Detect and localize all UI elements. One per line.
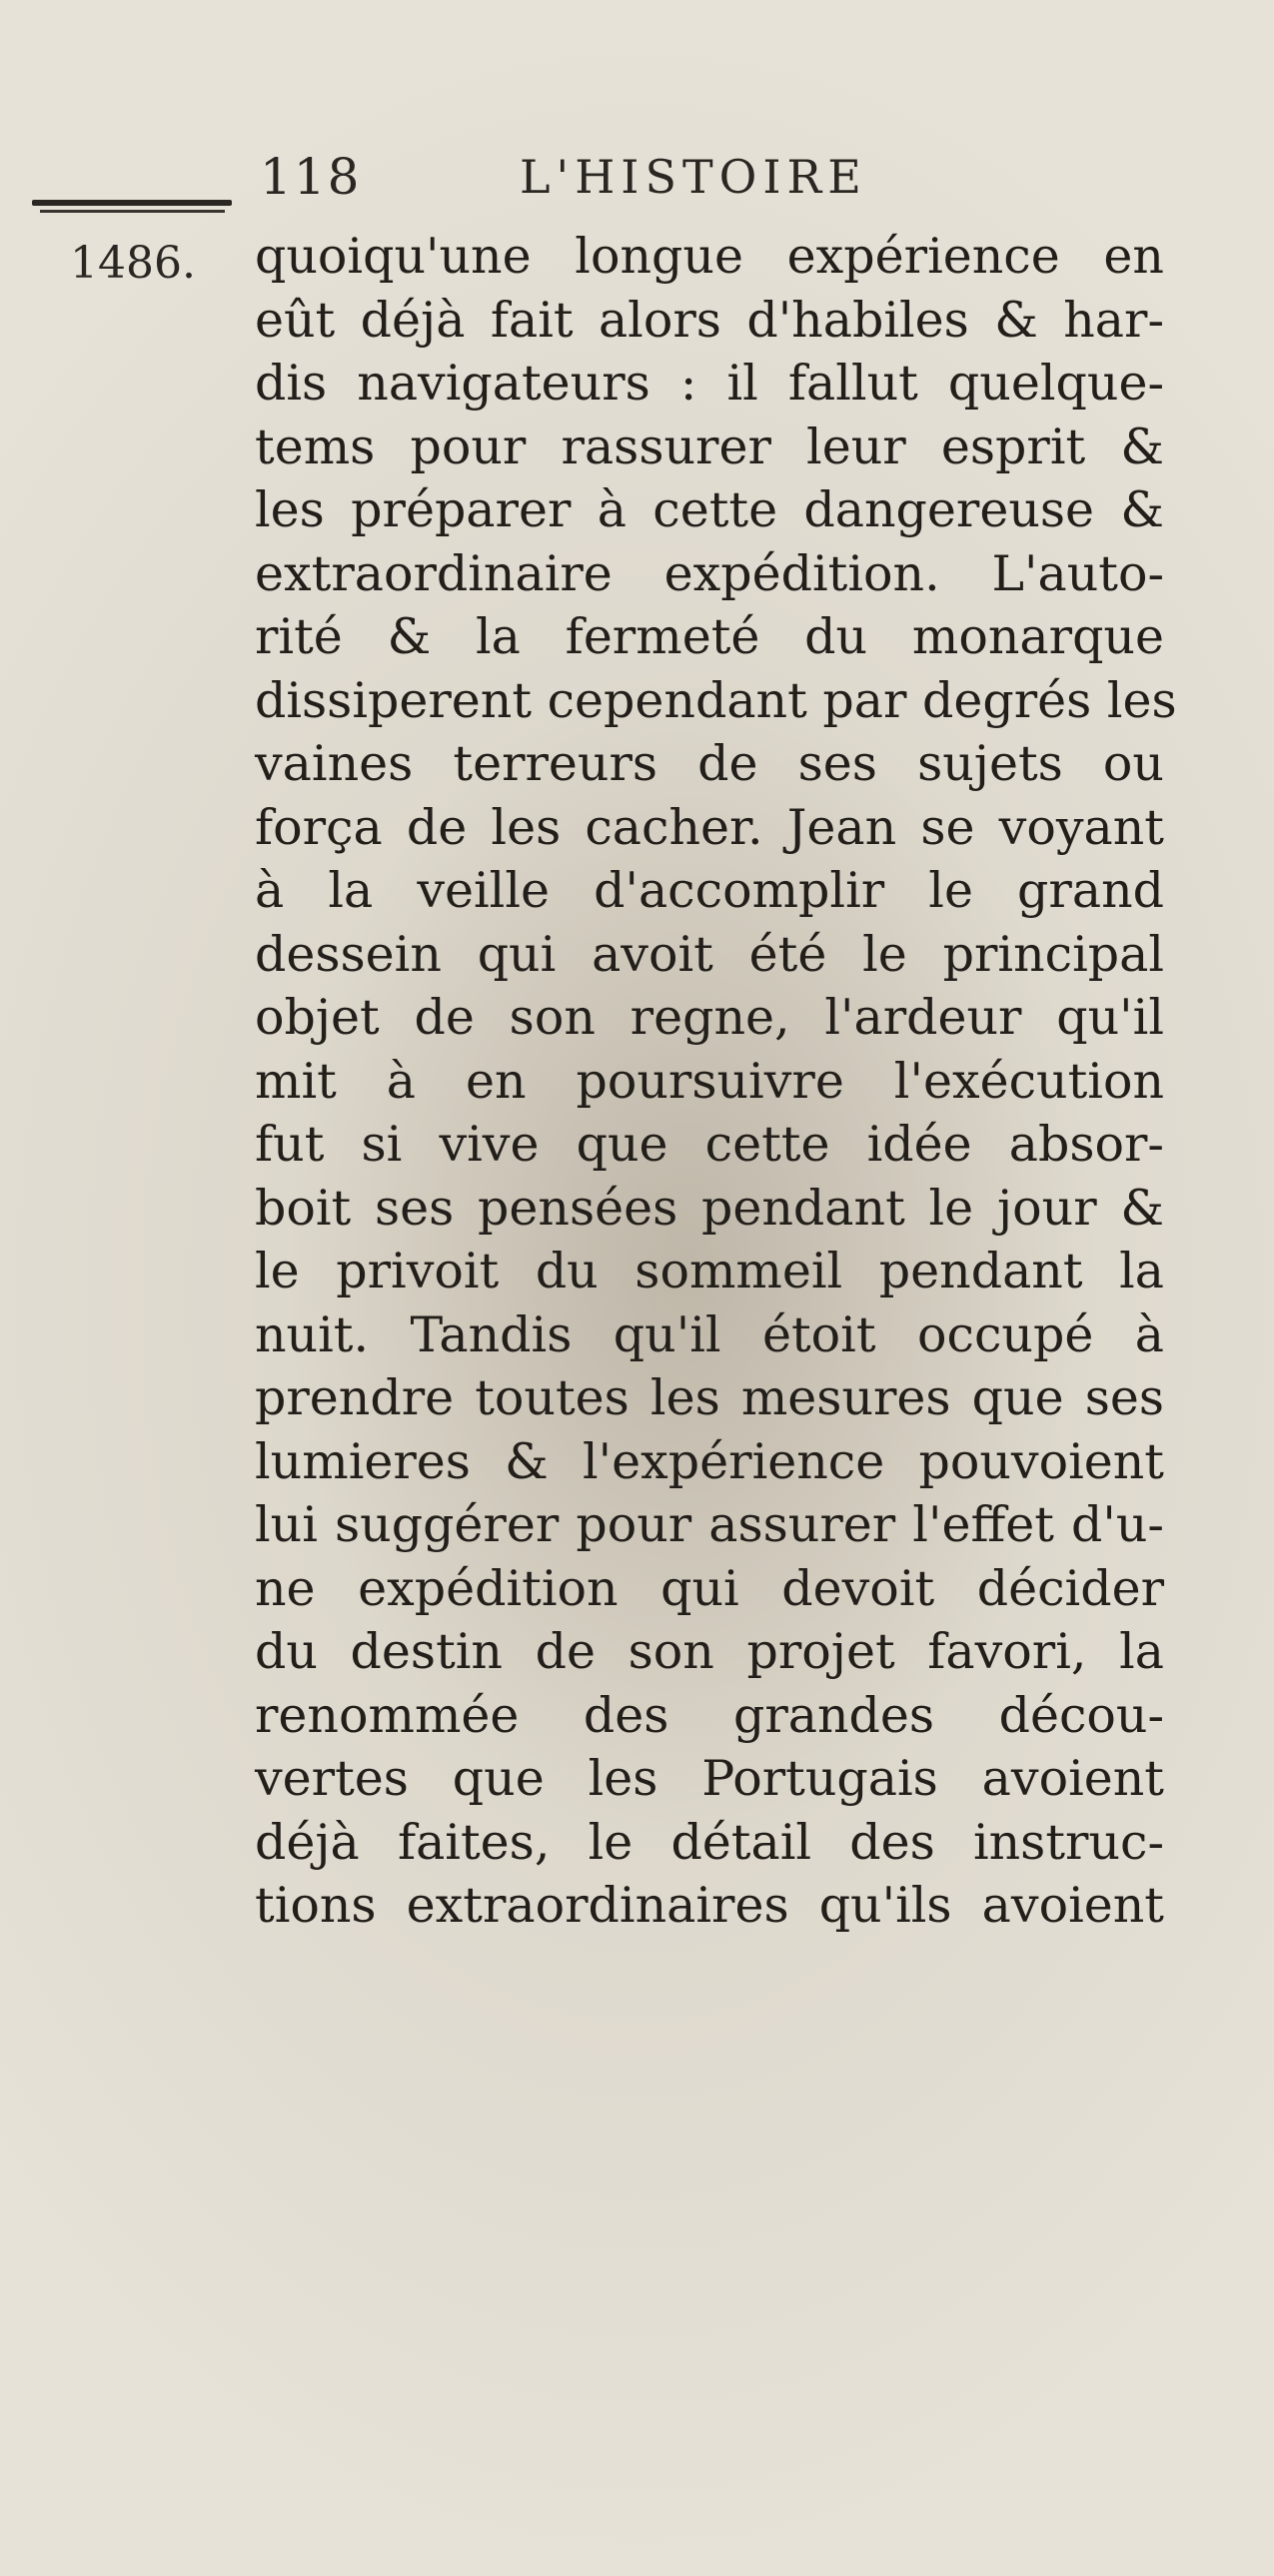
- text-line: dis navigateurs : il fallut quelque-: [255, 355, 1164, 412]
- text-line: nuit. Tandis qu'il étoit occupé à: [255, 1305, 1164, 1363]
- text-line: rité & la fermeté du monarque: [255, 608, 1164, 665]
- page-header: [0, 140, 1274, 220]
- header-rule-thin: [40, 210, 225, 213]
- text-line: tions extraordinaires qu'ils avoient: [255, 1877, 1164, 1934]
- header-rule: [32, 200, 232, 206]
- text-line: vertes que les Portugais avoient: [255, 1750, 1164, 1807]
- text-line: à la veille d'accomplir le grand: [255, 862, 1164, 919]
- text-line: lui suggérer pour assurer l'effet d'u-: [255, 1496, 1164, 1553]
- text-line: dessein qui avoit été le principal: [255, 925, 1164, 983]
- body-text: [255, 225, 1177, 1938]
- text-line: vaines terreurs de ses sujets ou: [255, 735, 1164, 792]
- text-line: fut si vive que cette idée absor-: [255, 1116, 1164, 1173]
- text-line: boit ses pensées pendant le jour &: [255, 1179, 1164, 1237]
- text-line: le privoit du sommeil pendant la: [255, 1243, 1164, 1299]
- running-title: L'HISTOIRE: [520, 150, 867, 204]
- text-line: déjà faites, le détail des instruc-: [255, 1813, 1164, 1871]
- text-line: les préparer à cette dangereuse &: [255, 481, 1164, 538]
- text-line: lumieres & l'expérience pouvoient: [255, 1432, 1164, 1490]
- text-line: renommée des grandes décou-: [255, 1686, 1164, 1744]
- text-line: mit à en poursuivre l'exécution: [255, 1052, 1164, 1110]
- text-line: eût déjà fait alors d'habiles & har-: [255, 291, 1164, 349]
- text-line: ne expédition qui devoit décider: [255, 1559, 1164, 1617]
- page-number: 118: [260, 148, 362, 206]
- text-line: tems pour rassurer leur esprit &: [255, 418, 1164, 475]
- text-line: força de les cacher. Jean se voyant: [255, 798, 1164, 856]
- text-line: quoiqu'une longue expérience en: [255, 228, 1164, 285]
- text-line: dissiperent cependant par degrés les: [255, 671, 1177, 729]
- text-line: objet de son regne, l'ardeur qu'il: [255, 989, 1164, 1046]
- text-line: prendre toutes les mesures que ses: [255, 1369, 1164, 1426]
- text-line: du destin de son projet favori, la: [255, 1623, 1164, 1680]
- margin-year-note: 1486.: [70, 238, 196, 289]
- text-line: extraordinaire expédition. L'auto-: [255, 544, 1164, 602]
